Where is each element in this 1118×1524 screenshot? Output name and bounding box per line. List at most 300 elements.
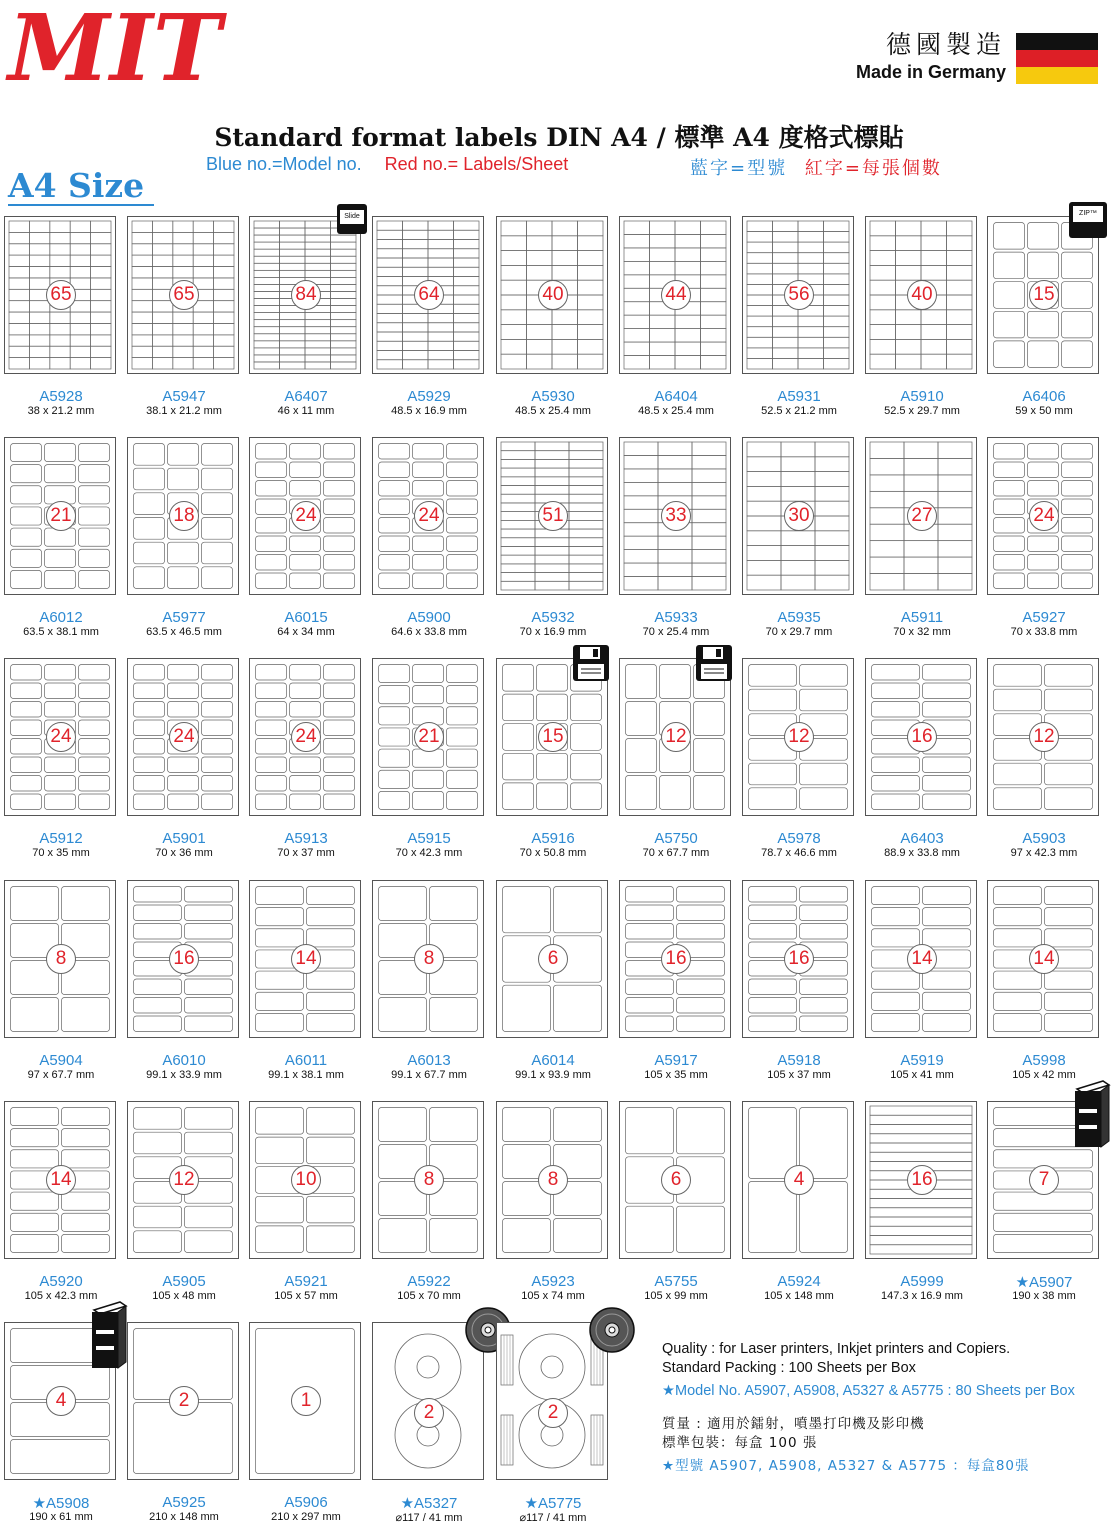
model-number: A5931 xyxy=(777,388,821,405)
label-cell xyxy=(447,728,478,746)
label-cell xyxy=(324,481,355,497)
label-cell xyxy=(307,887,355,905)
label-cell xyxy=(994,518,1025,534)
label-cell xyxy=(569,555,603,564)
label-cell xyxy=(305,320,331,327)
label-cell xyxy=(501,295,527,310)
label-cell xyxy=(947,280,973,295)
label-cell xyxy=(798,327,824,338)
labels-per-sheet-badge: 24 xyxy=(291,722,321,752)
label-cell xyxy=(50,335,70,346)
labels-per-sheet-badge: 1 xyxy=(291,1386,321,1416)
label-cell xyxy=(45,776,76,792)
label-cell xyxy=(503,887,551,933)
label-dimensions: 64 x 34 mm xyxy=(277,626,335,638)
label-cell xyxy=(11,702,42,718)
label-cell xyxy=(134,542,165,564)
model-number: A5910 xyxy=(900,388,944,405)
label-cell xyxy=(132,278,152,289)
legend-zh-red: 紅字=每張個數 xyxy=(804,158,942,179)
label-cell xyxy=(537,783,568,810)
model-number: A5998 xyxy=(1022,1052,1066,1069)
label-cell xyxy=(501,325,527,340)
label-dimensions: 38.1 x 21.2 mm xyxy=(146,405,222,417)
label-cell xyxy=(254,348,280,355)
labels-per-sheet-badge: 12 xyxy=(661,722,691,752)
label-cell xyxy=(45,444,76,462)
label-cell xyxy=(701,275,727,288)
label-cell xyxy=(254,277,280,284)
label-cell xyxy=(896,236,922,251)
label-cell xyxy=(824,295,850,306)
label-cell xyxy=(870,491,904,507)
label-cell xyxy=(824,348,850,359)
label-cell xyxy=(214,335,234,346)
label-dimensions: 105 x 48 mm xyxy=(152,1290,216,1302)
label-cell xyxy=(173,255,193,266)
label-cell xyxy=(454,314,480,323)
label-cell xyxy=(800,887,848,903)
label-cell xyxy=(168,542,199,564)
label-cell xyxy=(430,887,478,921)
label-cell xyxy=(773,242,799,253)
label-cell xyxy=(694,776,725,810)
labels-per-sheet-badge: 24 xyxy=(1029,501,1059,531)
label-cell xyxy=(173,244,193,255)
label-cell xyxy=(11,1192,59,1210)
label-cell xyxy=(91,221,111,232)
label-cell xyxy=(938,442,972,458)
label-cell xyxy=(1028,462,1059,478)
label-cell xyxy=(430,1219,478,1253)
label-cell xyxy=(872,992,920,1010)
label-cell xyxy=(870,1245,972,1254)
label-cell xyxy=(578,339,604,354)
label-cell xyxy=(324,776,355,792)
label-cell xyxy=(152,255,172,266)
label-cell xyxy=(675,342,701,355)
label-cell xyxy=(254,270,280,277)
label-cell xyxy=(501,310,527,325)
label-cell xyxy=(677,979,725,995)
label-cell xyxy=(254,242,280,249)
model-number: A5755 xyxy=(654,1273,698,1290)
label-dimensions: 70 x 16.9 mm xyxy=(519,626,587,638)
label-cell xyxy=(11,570,42,588)
label-cell xyxy=(870,236,896,251)
label-cell xyxy=(50,358,70,369)
label-cell xyxy=(256,887,304,905)
model-number: A5935 xyxy=(777,609,821,626)
model-number: A5923 xyxy=(531,1273,575,1290)
label-cell xyxy=(134,518,165,540)
label-cell xyxy=(168,665,199,681)
labels-per-sheet-badge: 44 xyxy=(661,280,691,310)
made-in-germany xyxy=(856,30,1006,84)
label-cell xyxy=(193,267,213,278)
label-cell xyxy=(256,757,287,773)
label-cell xyxy=(173,267,193,278)
label-cell xyxy=(624,288,650,301)
label-cell xyxy=(569,486,603,495)
label-cell xyxy=(11,887,59,921)
label-cell xyxy=(290,757,321,773)
label-cell xyxy=(749,998,797,1014)
label-cell xyxy=(1062,555,1093,571)
label-cell xyxy=(870,251,896,266)
label-cell xyxy=(447,791,478,809)
label-cell xyxy=(256,702,287,718)
model-number: A5904 xyxy=(39,1052,83,1069)
label-cell xyxy=(79,794,110,810)
label-cell xyxy=(331,277,357,284)
label-cell xyxy=(947,325,973,340)
label-cell xyxy=(870,1217,972,1226)
label-cell xyxy=(214,289,234,300)
label-cell xyxy=(870,1115,972,1124)
label-cell xyxy=(781,531,815,546)
label-cell xyxy=(11,507,42,525)
label-cell xyxy=(214,232,234,243)
model-number: A5903 xyxy=(1022,830,1066,847)
label-cell xyxy=(527,325,553,340)
model-number: A5901 xyxy=(162,830,206,847)
label-cell xyxy=(377,332,403,341)
label-cell xyxy=(254,235,280,242)
label-cell xyxy=(403,332,429,341)
label-cell xyxy=(824,316,850,327)
label-cell xyxy=(379,1108,427,1142)
label-cell xyxy=(947,354,973,369)
label-cell xyxy=(824,284,850,295)
label-cell xyxy=(1028,481,1059,497)
label-cell xyxy=(403,341,429,350)
label-cell xyxy=(413,444,444,460)
label-cell xyxy=(677,905,725,921)
label-cell xyxy=(428,323,454,332)
binder-icon xyxy=(1069,1079,1111,1149)
label-cell xyxy=(454,267,480,276)
label-cell xyxy=(70,312,90,323)
label-dimensions: 70 x 29.7 mm xyxy=(765,626,833,638)
label-cell xyxy=(552,265,578,280)
label-cell xyxy=(773,232,799,243)
label-cell xyxy=(747,221,773,232)
label-cell xyxy=(554,887,602,933)
label-cell xyxy=(379,728,410,746)
label-cell xyxy=(70,335,90,346)
label-cell xyxy=(331,270,357,277)
label-cell xyxy=(331,291,357,298)
label-cell xyxy=(9,358,29,369)
label-cell xyxy=(624,221,650,234)
label-cell xyxy=(132,301,152,312)
labels-per-sheet-badge: 8 xyxy=(538,1165,568,1195)
label-cell xyxy=(923,757,971,773)
label-cell xyxy=(994,1234,1093,1252)
label-cell xyxy=(624,536,658,549)
label-cell xyxy=(256,683,287,699)
label-cell xyxy=(824,306,850,317)
label-cell xyxy=(134,1231,182,1253)
label-cell xyxy=(626,665,657,699)
label-cell xyxy=(747,546,781,561)
label-cell xyxy=(185,924,233,940)
label-cell xyxy=(1045,788,1093,810)
label-cell xyxy=(403,323,429,332)
label-cell xyxy=(193,232,213,243)
label-cell xyxy=(454,240,480,249)
label-cell xyxy=(379,481,410,497)
cd-icon xyxy=(588,1306,636,1354)
label-cell xyxy=(377,258,403,267)
label-dimensions: 52.5 x 29.7 mm xyxy=(884,405,960,417)
label-cell xyxy=(214,323,234,334)
label-cell xyxy=(870,557,904,573)
label-cell xyxy=(624,356,650,369)
label-cell xyxy=(675,248,701,261)
model-number: A6406 xyxy=(1022,388,1066,405)
label-cell xyxy=(447,462,478,478)
label-cell xyxy=(91,358,111,369)
label-cell xyxy=(535,468,569,477)
model-number: A6011 xyxy=(284,1052,328,1069)
brand-logo xyxy=(4,0,234,96)
label-cell xyxy=(624,455,658,468)
label-cell xyxy=(747,531,781,546)
label-cell xyxy=(132,335,152,346)
label-cell xyxy=(571,724,602,751)
label-cell xyxy=(870,458,904,474)
label-cell xyxy=(904,442,938,458)
label-cell xyxy=(554,1219,602,1253)
label-cell xyxy=(650,221,676,234)
legend-en xyxy=(206,154,568,175)
label-cell xyxy=(134,998,182,1014)
label-cell xyxy=(430,998,478,1032)
label-cell xyxy=(501,529,535,538)
label-cell xyxy=(921,325,947,340)
label-cell xyxy=(569,442,603,451)
label-cell xyxy=(701,261,727,274)
label-cell xyxy=(256,518,287,534)
labels-per-sheet-badge: 18 xyxy=(169,501,199,531)
label-cell xyxy=(535,546,569,555)
label-dimensions: 70 x 36 mm xyxy=(155,847,213,859)
label-cell xyxy=(377,230,403,239)
label-cell xyxy=(1045,929,1093,947)
labels-per-sheet-badge: 6 xyxy=(661,1165,691,1195)
label-cell xyxy=(815,457,849,472)
label-cell xyxy=(870,1106,972,1115)
label-cell xyxy=(701,288,727,301)
label-cell xyxy=(923,887,971,905)
label-cell xyxy=(202,444,233,466)
labels-per-sheet-badge: 40 xyxy=(907,280,937,310)
label-cell xyxy=(994,763,1042,785)
label-cell xyxy=(428,240,454,249)
label-cell xyxy=(331,284,357,291)
label-cell xyxy=(290,536,321,552)
label-cell xyxy=(747,253,773,264)
label-cell xyxy=(650,261,676,274)
label-cell xyxy=(1045,992,1093,1010)
label-cell xyxy=(747,316,773,327)
info-special-zh: ★型號 A5907, A5908, A5327 & A5775 ：每盒80張 xyxy=(662,1458,1030,1474)
label-cell xyxy=(624,329,650,342)
label-cell xyxy=(307,1108,355,1135)
label-cell xyxy=(11,794,42,810)
label-cell xyxy=(578,221,604,236)
label-cell xyxy=(254,327,280,334)
label-cell xyxy=(870,508,904,524)
label-cell xyxy=(256,929,304,947)
labels-per-sheet-badge: 21 xyxy=(414,722,444,752)
label-cell xyxy=(501,581,535,590)
label-cell xyxy=(290,665,321,681)
label-cell xyxy=(938,475,972,491)
made-in-en: Made in Germany xyxy=(855,62,1006,82)
labels-per-sheet-badge: 40 xyxy=(538,280,568,310)
label-dimensions: 38 x 21.2 mm xyxy=(27,405,95,417)
model-number: A5905 xyxy=(162,1273,206,1290)
labels-per-sheet-badge: 16 xyxy=(169,944,199,974)
label-cell xyxy=(994,282,1025,309)
label-cell xyxy=(994,252,1025,279)
label-cell xyxy=(428,230,454,239)
label-cell xyxy=(256,462,287,478)
label-cell xyxy=(569,512,603,521)
label-cell xyxy=(938,541,972,557)
label-dimensions: 70 x 50.8 mm xyxy=(519,847,587,859)
model-number: A5913 xyxy=(284,830,328,847)
label-cell xyxy=(91,335,111,346)
model-number: A5906 xyxy=(284,1494,328,1511)
label-cell xyxy=(307,1196,355,1223)
label-cell xyxy=(9,244,29,255)
label-cell xyxy=(29,221,49,232)
label-cell xyxy=(280,221,306,228)
label-cell xyxy=(152,335,172,346)
label-cell xyxy=(413,665,444,683)
label-cell xyxy=(701,315,727,328)
label-cell xyxy=(872,776,920,792)
label-cell xyxy=(324,444,355,460)
label-dimensions: 88.9 x 33.8 mm xyxy=(884,847,960,859)
label-cell xyxy=(501,468,535,477)
label-cell xyxy=(280,348,306,355)
label-dimensions: 105 x 42 mm xyxy=(1012,1069,1076,1081)
label-cell xyxy=(747,337,773,348)
label-cell xyxy=(11,720,42,736)
label-cell xyxy=(692,509,726,522)
labels-per-sheet-badge: 2 xyxy=(169,1386,199,1416)
label-cell xyxy=(29,301,49,312)
label-cell xyxy=(214,255,234,266)
label-cell xyxy=(11,665,42,681)
label-dimensions: 48.5 x 25.4 mm xyxy=(638,405,714,417)
label-cell xyxy=(79,528,110,546)
label-cell xyxy=(280,362,306,369)
label-cell xyxy=(256,573,287,589)
labels-per-sheet-badge: 6 xyxy=(538,944,568,974)
label-cell xyxy=(280,334,306,341)
label-cell xyxy=(798,253,824,264)
label-cell xyxy=(569,564,603,573)
label-cell xyxy=(870,310,896,325)
label-cell xyxy=(658,469,692,482)
label-cell xyxy=(870,442,904,458)
label-cell xyxy=(70,232,90,243)
label-cell xyxy=(904,574,938,590)
label-cell xyxy=(11,528,42,546)
label-cell xyxy=(45,794,76,810)
label-cell xyxy=(747,348,773,359)
label-dimensions: 70 x 25.4 mm xyxy=(642,626,710,638)
label-cell xyxy=(290,481,321,497)
label-cell xyxy=(815,560,849,575)
label-cell xyxy=(660,776,691,810)
label-cell xyxy=(624,482,658,495)
label-cell xyxy=(377,277,403,286)
label-cell xyxy=(896,310,922,325)
label-cell xyxy=(79,720,110,736)
label-cell xyxy=(185,1132,233,1154)
label-cell xyxy=(254,256,280,263)
label-cell xyxy=(305,228,331,235)
label-cell xyxy=(552,325,578,340)
label-cell xyxy=(331,235,357,242)
label-cell xyxy=(45,665,76,681)
label-cell xyxy=(870,1143,972,1152)
label-cell xyxy=(1028,252,1059,279)
label-cell xyxy=(290,702,321,718)
label-dimensions: 63.5 x 38.1 mm xyxy=(23,626,99,638)
label-cell xyxy=(896,339,922,354)
label-cell xyxy=(701,234,727,247)
label-cell xyxy=(152,244,172,255)
label-cell xyxy=(872,665,920,681)
zip-icon-label: ZIP™ xyxy=(1073,206,1103,222)
label-cell xyxy=(50,244,70,255)
label-cell xyxy=(185,887,233,903)
label-cell xyxy=(923,908,971,926)
label-cell xyxy=(624,315,650,328)
label-cell xyxy=(921,339,947,354)
label-cell xyxy=(214,267,234,278)
label-cell xyxy=(307,1013,355,1031)
label-cell xyxy=(624,469,658,482)
label-cell xyxy=(994,689,1042,711)
label-cell xyxy=(798,358,824,369)
label-cell xyxy=(379,1219,427,1253)
label-cell xyxy=(11,776,42,792)
info-special: ★Model No. A5907, A5908, A5327 & A5775 : 80 Sheets per Box xyxy=(662,1383,1075,1399)
label-cell xyxy=(1062,444,1093,460)
labels-per-sheet-badge: 30 xyxy=(784,501,814,531)
label-cell xyxy=(824,327,850,338)
label-cell xyxy=(798,221,824,232)
label-cell xyxy=(624,302,650,315)
model-number: ★A5907 xyxy=(1015,1274,1073,1291)
label-cell xyxy=(537,753,568,780)
label-cell xyxy=(626,739,657,773)
label-cell xyxy=(454,295,480,304)
label-cell xyxy=(152,301,172,312)
label-cell xyxy=(134,1206,182,1228)
label-dimensions: 190 x 38 mm xyxy=(1012,1290,1076,1302)
label-cell xyxy=(800,924,848,940)
